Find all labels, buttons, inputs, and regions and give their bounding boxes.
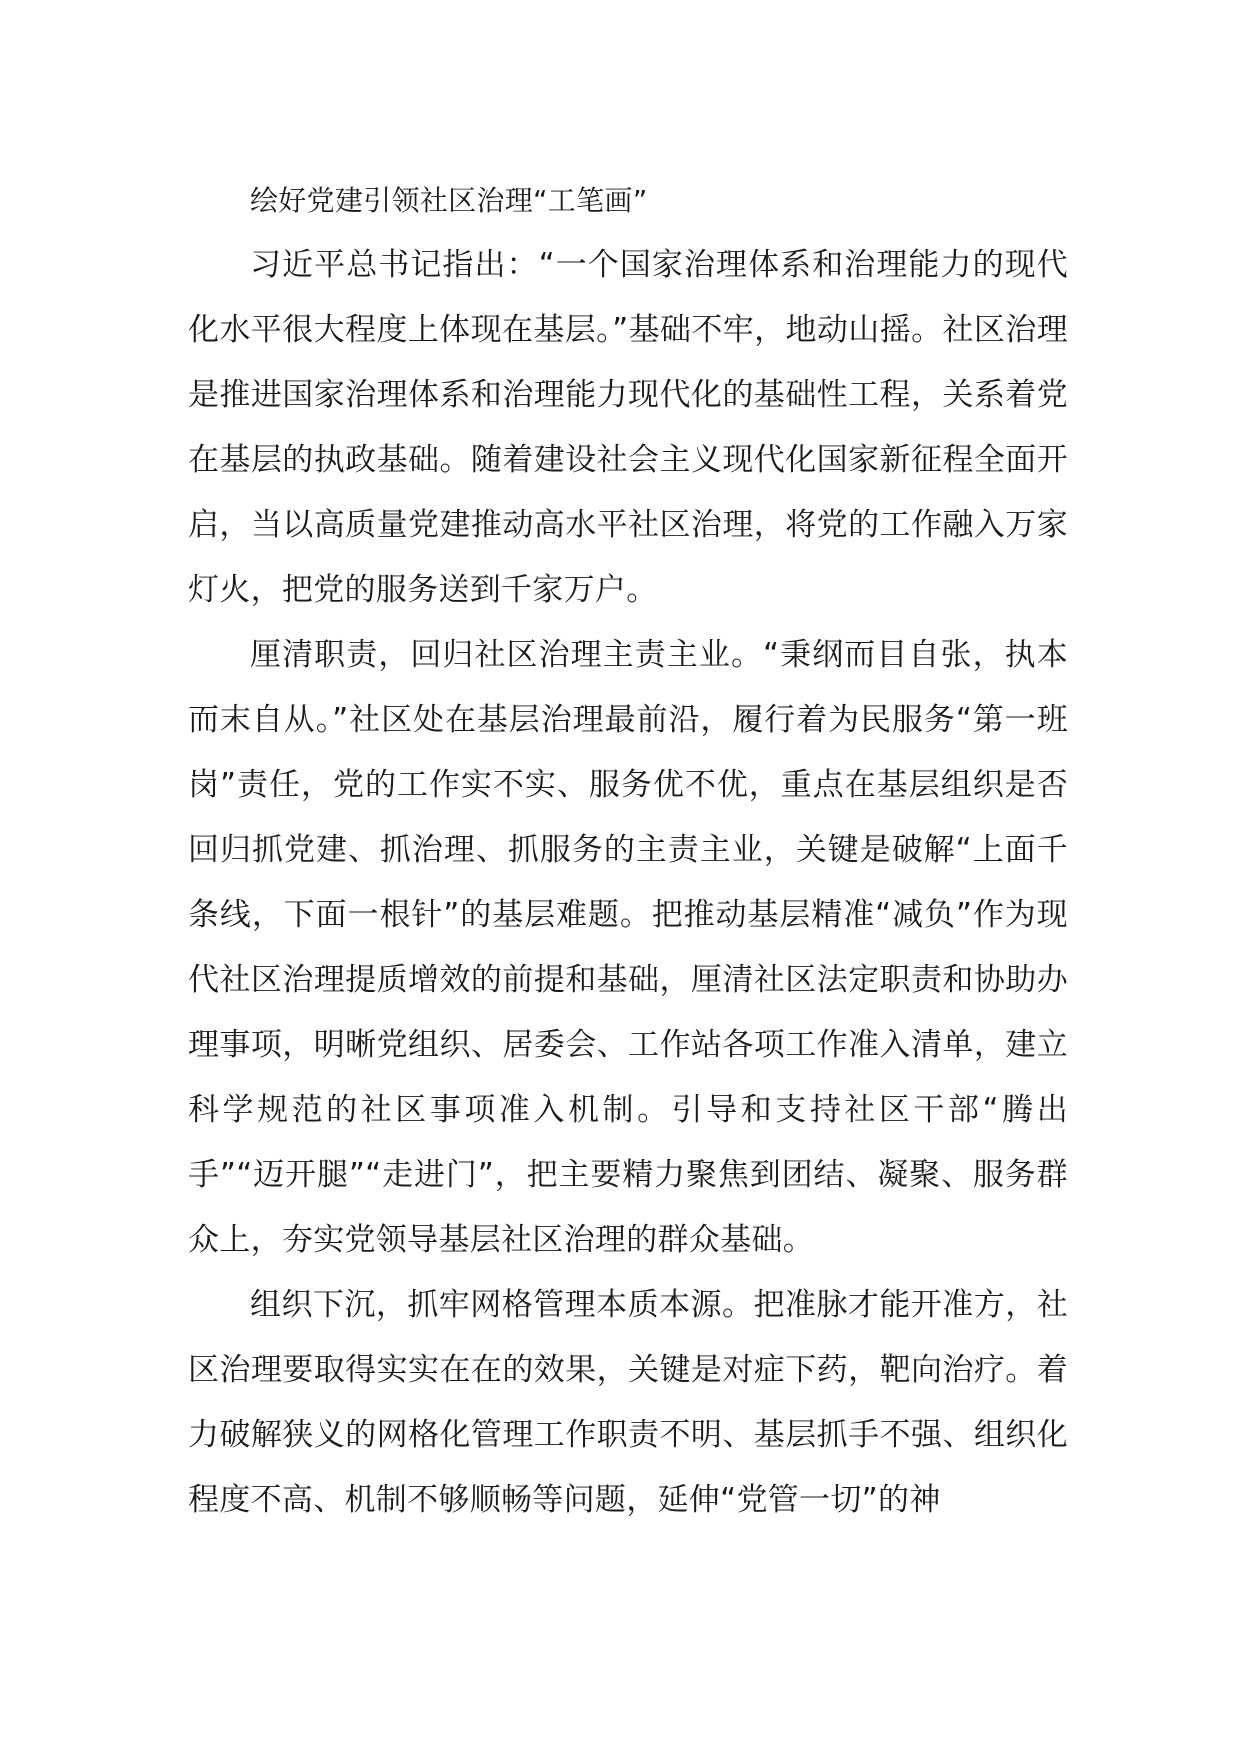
document-body <box>188 168 1068 1533</box>
document-title: 绘好党建引领社区治理“工笔画” <box>250 184 648 217</box>
paragraph-1: 习近平总书记指出：“一个国家治理体系和治理能力的现代化水平很大程度上体现在基层。”基础不牢，地动山摇。社区治理是推进国家治理体系和治理能力现代化的基础性工程，关系着党在基层的执政基础。随着建设社会主义现代化国家新征程全面开启，当以高质量党建推动高水平社区治理，将党的工作融入万家灯火，把党的服务送到千家万户。 <box>188 247 1068 608</box>
paragraph-2: 厘清职责，回归社区治理主责主业。“秉纲而目自张，执本而末自从。”社区处在基层治理最前沿，履行着为民服务“第一班岗”责任，党的工作实不实、服务优不优，重点在基层组织是否回归抓党建、抓治理、抓服务的主责主业，关键是破解“上面千条线，下面一根针”的基层难题。把推动基层精准“减负”作为现代社区治理提质增效的前提和基础，厘清社区法定职责和协助办理事项，明晰党组织、居委会、工作站各项工作准入清单，建立科学规范的社区事项准入机制。引导和支持社区干部“腾出手”“迈开腿”“走进门”，把主要精力聚焦到团结、凝聚、服务群众上，夯实党领导基层社区治理的群众基础。 <box>188 637 1068 1258</box>
paragraph-3: 组织下沉，抓牢网格管理本质本源。把准脉才能开准方，社区治理要取得实实在在的效果，关键是对症下药，靶向治疗。着力破解狭义的网格化管理工作职责不明、基层抓手不强、组织化程度不高、机制不够顺畅等问题，延伸“党管一切”的神 <box>188 1287 1068 1518</box>
